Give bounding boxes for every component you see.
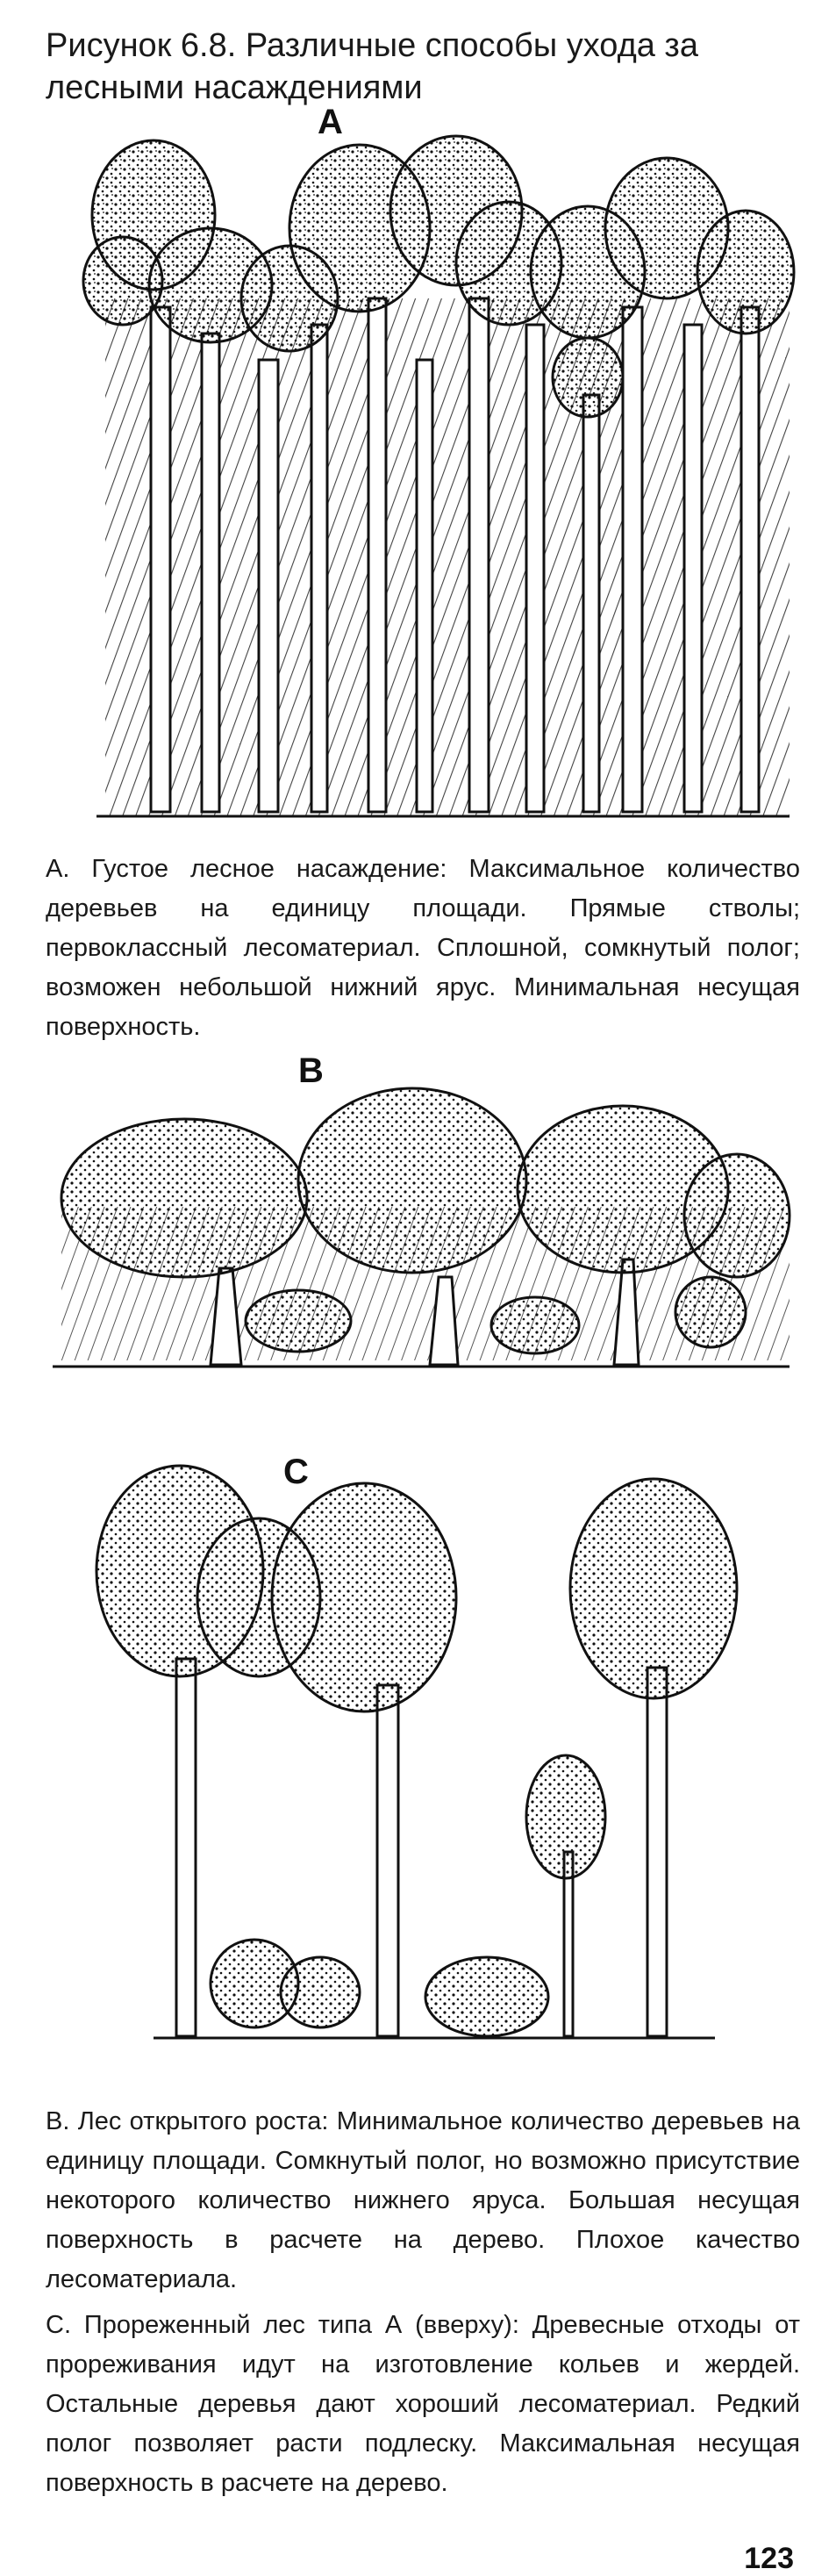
illustration-thinned-forest [48,1448,794,2054]
panel-label-a: A [318,103,343,141]
panel-label-c: C [283,1453,309,1491]
illustration-open-forest [44,1049,798,1400]
figure-title: Рисунок 6.8. Различные способы ухода за лесными насаждениями [46,27,698,106]
caption-b: В. Лес открытого роста: Минимальное количество деревьев на единицу площади. Сомкнутый полог, но возможно присутствие некоторого количество нижнего яруса. Большая несущая поверхность в расчете на дерево. Плохое качество лесоматериала. [46,2107,800,2293]
page-number: 123 [744,2542,794,2575]
caption-a: А. Густое лесное насаждение: Максимальное количество деревьев на единицу площади. Прямые стволы; первоклассный лесоматериал. Сплошной, сомкнутый полог; возможен небольшой нижний ярус. Минимальная несущая поверхность. [46,855,800,1041]
illustration-dense-forest [70,97,807,834]
panel-label-b: B [298,1051,324,1090]
caption-c: С. Прореженный лес типа А (вверху): Древесные отходы от прореживания идут на изготовление кольев и жердей. Остальные деревья дают хороший лесоматериал. Редкий полог позволяет расти подлеску. Максимальная несущая поверхность в расчете на дерево. [46,2311,800,2497]
